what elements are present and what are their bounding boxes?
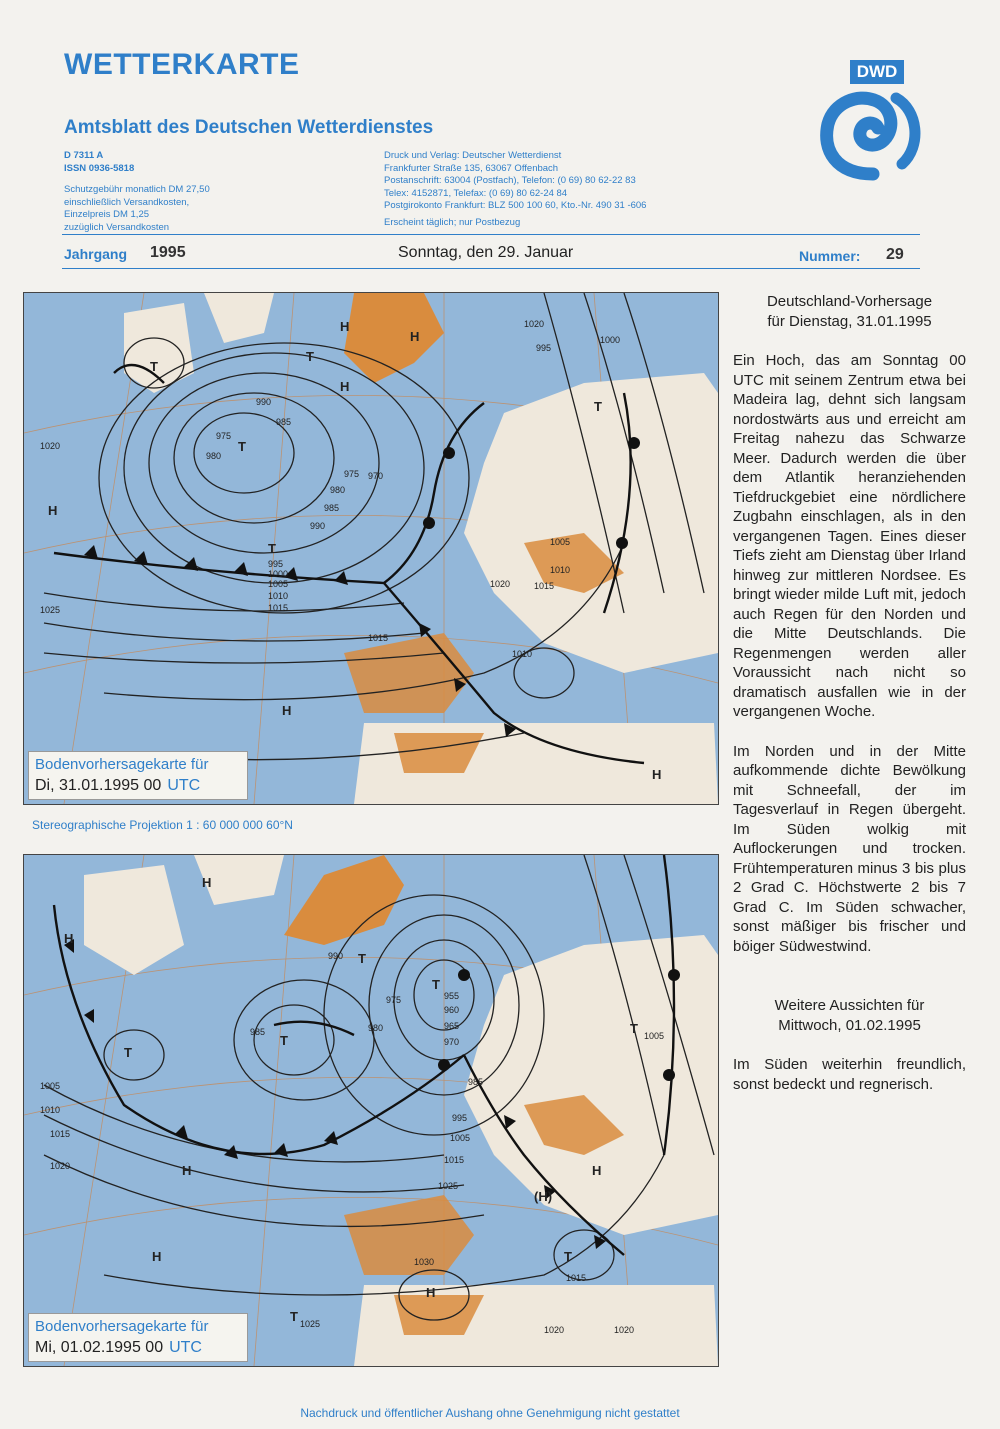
dwd-logo-text: DWD xyxy=(850,60,904,84)
footer-note: Nachdruck und öffentlicher Aushang ohne Genehmigung nicht gestattet xyxy=(300,1406,680,1420)
land-iberia xyxy=(344,633,474,713)
publisher-line: Telex: 4152871, Telefax: (0 69) 80 62-24 84 xyxy=(384,187,568,199)
caption-datetime xyxy=(35,777,241,795)
isobar-label: 1020 xyxy=(40,441,61,451)
forecast-heading: Deutschland-Vorhersage für Dienstag, 31.01.1995 xyxy=(766,293,933,330)
pressure-label: T xyxy=(268,541,276,556)
isobar-label: 985 xyxy=(250,1027,266,1037)
land-europe xyxy=(464,373,718,673)
forecast-map-tuesday xyxy=(23,292,719,805)
isobar-label: 1015 xyxy=(368,633,389,643)
divider xyxy=(62,234,920,235)
map-2-drawing xyxy=(24,855,718,1366)
caption-utc: UTC xyxy=(167,777,201,794)
isobar-label: 970 xyxy=(444,1037,460,1047)
caption-title: Bodenvorhersagekarte für xyxy=(35,756,209,773)
pressure-label: T xyxy=(358,951,366,966)
isobar-label: 1010 xyxy=(268,591,289,601)
isobar-label: 970 xyxy=(368,471,384,481)
issn: ISSN 0936-5818 xyxy=(64,162,135,174)
pressure-label: H xyxy=(652,767,662,782)
isobar-label: 1005 xyxy=(644,1031,665,1041)
isobar-label: 960 xyxy=(444,1005,460,1015)
pressure-label: H xyxy=(410,329,420,344)
pressure-label: H xyxy=(592,1163,602,1178)
outlook-paragraph: Im Süden weiterhin freundlich, sonst bedeckt und regnerisch. xyxy=(733,1056,966,1093)
pressure-label: T xyxy=(564,1249,572,1264)
isobar-label: 975 xyxy=(386,995,402,1005)
pressure-label: H xyxy=(340,319,350,334)
page-title: WETTERKARTE xyxy=(64,48,300,81)
pressure-label: T xyxy=(238,439,246,454)
pressure-label: (H) xyxy=(534,1189,553,1204)
price-line: Schutzgebühr monatlich DM 27,50 xyxy=(64,184,210,195)
pressure-label: H xyxy=(340,379,350,394)
isobar-label: 1015 xyxy=(50,1129,71,1139)
caption-utc: UTC xyxy=(169,1339,202,1356)
nummer-value: 29 xyxy=(886,246,904,263)
price-line: zuzüglich Versandkosten xyxy=(64,221,170,233)
jahrgang-value: 1995 xyxy=(150,244,186,261)
price-line: einschließlich Versandkosten, xyxy=(64,196,190,208)
isobar-label: 1005 xyxy=(450,1133,471,1143)
isobar-label: 1010 xyxy=(512,649,533,659)
caption-title: Bodenvorhersagekarte für xyxy=(35,1318,209,1335)
caption-date: Mi, 01.02.1995 00 xyxy=(35,1339,164,1356)
isobar-label: 995 xyxy=(268,559,284,569)
publication-note: Erscheint täglich; nur Postbezug xyxy=(384,216,521,228)
isobar-label: 990 xyxy=(256,397,272,407)
pressure-label: T xyxy=(630,1021,638,1036)
pressure-label: T xyxy=(280,1033,288,1048)
pressure-label: T xyxy=(124,1045,132,1060)
caption-date: Di, 31.01.1995 00 xyxy=(35,777,162,794)
isobar-label: 1010 xyxy=(40,1105,61,1115)
land-masses xyxy=(124,293,718,804)
isobar-label: 995 xyxy=(452,1113,468,1123)
isobar-label: 980 xyxy=(206,451,222,461)
isobar-label: 1020 xyxy=(50,1161,71,1171)
publisher-line: Postgirokonto Frankfurt: BLZ 500 100 60, Kto.-Nr. 490 31 -606 xyxy=(384,200,647,211)
isobar-label: 985 xyxy=(276,417,292,427)
isobar-label: 1015 xyxy=(566,1273,587,1283)
pressure-label: T xyxy=(150,359,158,374)
isobar-label: 1025 xyxy=(40,605,61,615)
isobar-label: 955 xyxy=(444,991,460,1001)
pressure-label: H xyxy=(426,1285,436,1300)
isobar-label: 1000 xyxy=(268,569,289,579)
pressure-label: H xyxy=(48,503,58,518)
issue-row xyxy=(64,236,920,268)
land-scandinavia xyxy=(284,855,404,945)
pressure-label: H xyxy=(152,1249,162,1264)
publisher-line: Frankfurter Straße 135, 63067 Offenbach xyxy=(384,162,559,174)
isobar-label: 980 xyxy=(330,485,346,495)
pressure-label: T xyxy=(306,349,314,364)
isobar-label: 975 xyxy=(344,469,360,479)
pressure-label: T xyxy=(594,399,602,414)
isobar-label: 1005 xyxy=(40,1081,61,1091)
page-subtitle: Amtsblatt des Deutschen Wetterdienstes xyxy=(64,117,434,138)
publication-info xyxy=(64,150,324,234)
isobar-label: 1020 xyxy=(524,319,545,329)
isobar-label: 1015 xyxy=(268,603,289,613)
pressure-label: T xyxy=(290,1309,298,1324)
issue-date: Sonntag, den 29. Januar xyxy=(398,244,574,261)
land-iberia xyxy=(344,1195,474,1275)
isobar-label: 985 xyxy=(468,1077,484,1087)
isobar-label: 975 xyxy=(216,431,232,441)
isobar-label: 995 xyxy=(536,343,552,353)
pressure-label: H xyxy=(64,931,74,946)
isobar-label: 1010 xyxy=(550,565,571,575)
pressure-label: T xyxy=(432,977,440,992)
publisher-line: Postanschrift: 63004 (Postfach), Telefon: (0 69) 80 62-22 83 xyxy=(384,175,636,186)
isobar-label: 1030 xyxy=(414,1257,435,1267)
land-europe xyxy=(464,935,718,1235)
map-caption xyxy=(28,751,248,800)
isobar-label: 1025 xyxy=(438,1181,459,1191)
pressure-label: H xyxy=(182,1163,192,1178)
isobar-label: 1020 xyxy=(614,1325,635,1335)
publisher-line: Druck und Verlag: Deutscher Wetterdienst xyxy=(384,150,562,161)
forecast-paragraph: Im Norden und in der Mitte aufkommende dichte Bewölkung mit Schneefall, der im Tagesverlauf in Regen übergeht. Im Süden wolkig mit Auflockerungen und trocken. Frühtemperaturen minus 3 bis plus 2 Grad C. Höchstwerte 2 bis 7 Grad C. Im Süden schwacher, sonst mäßiger bis frischer und böiger Südwestwind. xyxy=(733,742,966,955)
isobar-label: 1025 xyxy=(300,1319,321,1329)
pressure-label: H xyxy=(282,703,292,718)
publication-code: D 7311 A xyxy=(64,150,104,161)
land-greenland xyxy=(84,865,184,975)
forecast-text xyxy=(733,292,966,1094)
isobar-label: 1020 xyxy=(544,1325,565,1335)
projection-note: Stereographische Projektion 1 : 60 000 000 60°N xyxy=(32,818,293,832)
map-caption xyxy=(28,1313,248,1362)
isobar-label: 990 xyxy=(310,521,326,531)
outlook-heading: Weitere Aussichten für Mittwoch, 01.02.1995 xyxy=(774,997,925,1034)
forecast-map-wednesday xyxy=(23,854,719,1367)
isobar-label: 1005 xyxy=(550,537,571,547)
isobar-label: 985 xyxy=(324,503,340,513)
pressure-label: H xyxy=(202,875,212,890)
isobar-label: 1015 xyxy=(534,581,555,591)
isobar-label: 1020 xyxy=(490,579,511,589)
forecast-paragraph: Ein Hoch, das am Sonntag 00 UTC mit seinem Zentrum etwa bei Madeira lag, dehnt sich langsam nordostwärts aus und erreicht am Freitag nahezu das Schwarze Meer. Dadurch werden die über dem Atlantik heranziehenden Tiefdruckgebiet eine nördlichere Zugbahn einschlagen, als in den vergangenen Tagen. Eines dieser Tiefs zieht am Dienstag über Irland hinweg zur mittleren Nordsee. Es bringt wieder milde Luft mit, jedoch auch Regen für den Norden und die Mitte Deutschlands. Die Regenmengen werden aller Voraussicht nach nicht so dramatisch ausfallen wie in der vergangenen Woche. xyxy=(733,352,966,720)
jahrgang-label: Jahrgang xyxy=(64,246,128,262)
isobar-label: 990 xyxy=(328,951,344,961)
caption-datetime xyxy=(35,1339,241,1357)
nummer-label: Nummer: xyxy=(799,248,861,264)
isobar-label: 1015 xyxy=(444,1155,465,1165)
isobar-label: 1005 xyxy=(268,579,289,589)
price-line: Einzelpreis DM 1,25 xyxy=(64,209,150,220)
publisher-info xyxy=(384,150,784,229)
isobar-label: 1000 xyxy=(600,335,621,345)
isobar-label: 965 xyxy=(444,1021,460,1031)
land-iceland xyxy=(204,293,274,343)
divider xyxy=(62,268,920,269)
map-1-drawing xyxy=(24,293,718,804)
isobar-label: 980 xyxy=(368,1023,384,1033)
